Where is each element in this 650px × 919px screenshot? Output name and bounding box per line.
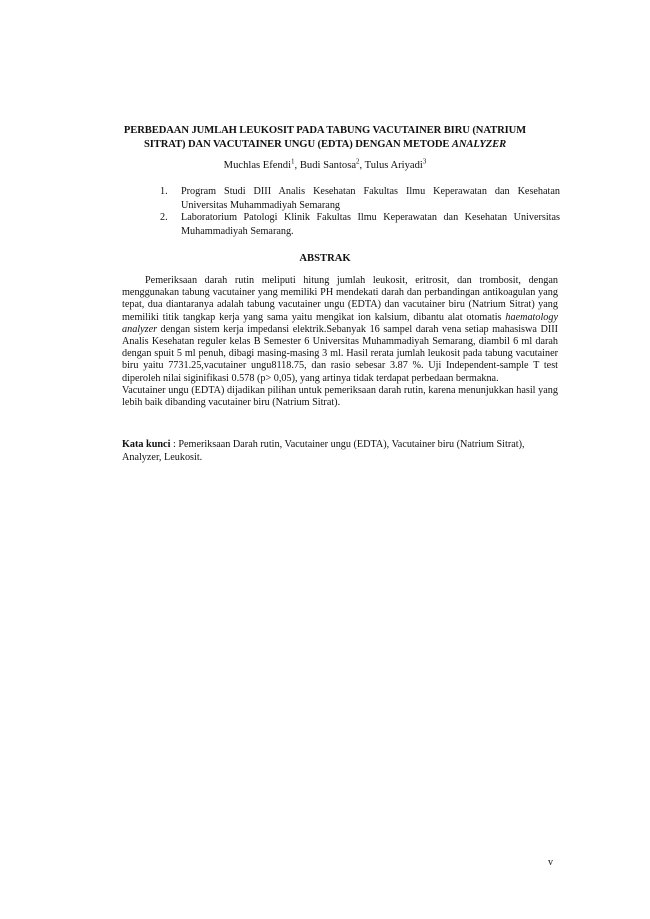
abstract-text: Pemeriksaan darah rutin meliputi hitung jumlah leukosit, eritrosit, dan trombosit, dengan menggunakan tabung vacutainer yang memiliki PH mendekati darah dan perbandingan antikoagulan yang tepat, dua diantaranya adalah tabung vacutainer ungu (EDTA) dan vacutainer biru (Natrium Sitrat) yang memiliki titik tangkap kerja yang sama yaitu mengikat ion kalsium, dibantu alat otomatis [122, 275, 558, 323]
abstract-heading: ABSTRAK [299, 253, 351, 264]
author-mark: 2 [356, 157, 360, 166]
affiliation-number: 2. [160, 212, 168, 223]
keywords-text: : Pemeriksaan Darah rutin, Vacutainer ungu (EDTA), Vacutainer biru (Natrium Sitrat), Analyzer, Leukosit. [122, 439, 525, 463]
page-number: v [548, 857, 553, 868]
keywords [122, 439, 558, 464]
paper-title [100, 124, 550, 152]
abstract-paragraph [122, 275, 558, 385]
title-line-2-italic: ANALYZER [451, 139, 507, 150]
affiliation-text: Laboratorium Patologi Klinik Fakultas Ilmu Keperawatan dan Kesehatan Universitas Muhammadiyah Semarang. [181, 212, 560, 237]
author-name: Muchlas Efendi [223, 160, 292, 171]
abstract-conclusion: Vacutainer ungu (EDTA) dijadikan pilihan untuk pemeriksaan darah rutin, karena menunjukkan hasil yang lebih baik dibanding vacutainer biru (Natrium Sitrat). [122, 384, 558, 409]
author-mark: 1 [291, 157, 295, 166]
title-line-2: SITRAT) DAN VACUTAINER UNGU (EDTA) DENGAN METODE [143, 139, 452, 150]
author-name: Tulus Ariyadi [364, 160, 423, 171]
author-list: Muchlas Efendi$^1$, Budi Santosa$^2$, Tulus Ariyadi$^3$ [223, 157, 427, 171]
abstract-text: dengan sistem kerja impedansi elektrik.Sebanyak 16 sampel darah vena setiap mahasiswa DIII Analis Kesehatan reguler kelas B Semester 6 Universitas Muhammadiyah Semarang, diambil 6 ml darah dengan spuit 5 ml penuh, dibagi masing-masing 3 ml. Hasil rerata jumlah leukosit pada tabung vacutainer biru yaitu 7731.25,vacutainer ungu8118.75, dan rasio sebesar 3.87 %. Uji Independent-sample T test diperoleh nilai siginifikasi 0.578 (p> 0,05), yang artinya tidak terdapat perbedaan bermakna. [122, 323, 558, 384]
author-name: Budi Santosa [299, 160, 357, 171]
author-mark: 3 [422, 157, 427, 166]
keywords-label: Kata kunci [122, 439, 171, 450]
title-line-1: PERBEDAAN JUMLAH LEUKOSIT PADA TABUNG VACUTAINER BIRU (NATRIUM [123, 125, 527, 136]
affiliation-text: Program Studi DIII Analis Kesehatan Fakultas Ilmu Keperawatan dan Kesehatan Universitas Muhammadiyah Semarang [181, 186, 560, 211]
affiliation-number: 1. [160, 186, 168, 197]
abstract-body [122, 275, 558, 409]
abstract-italic-term: haematology analyzer [122, 311, 558, 335]
